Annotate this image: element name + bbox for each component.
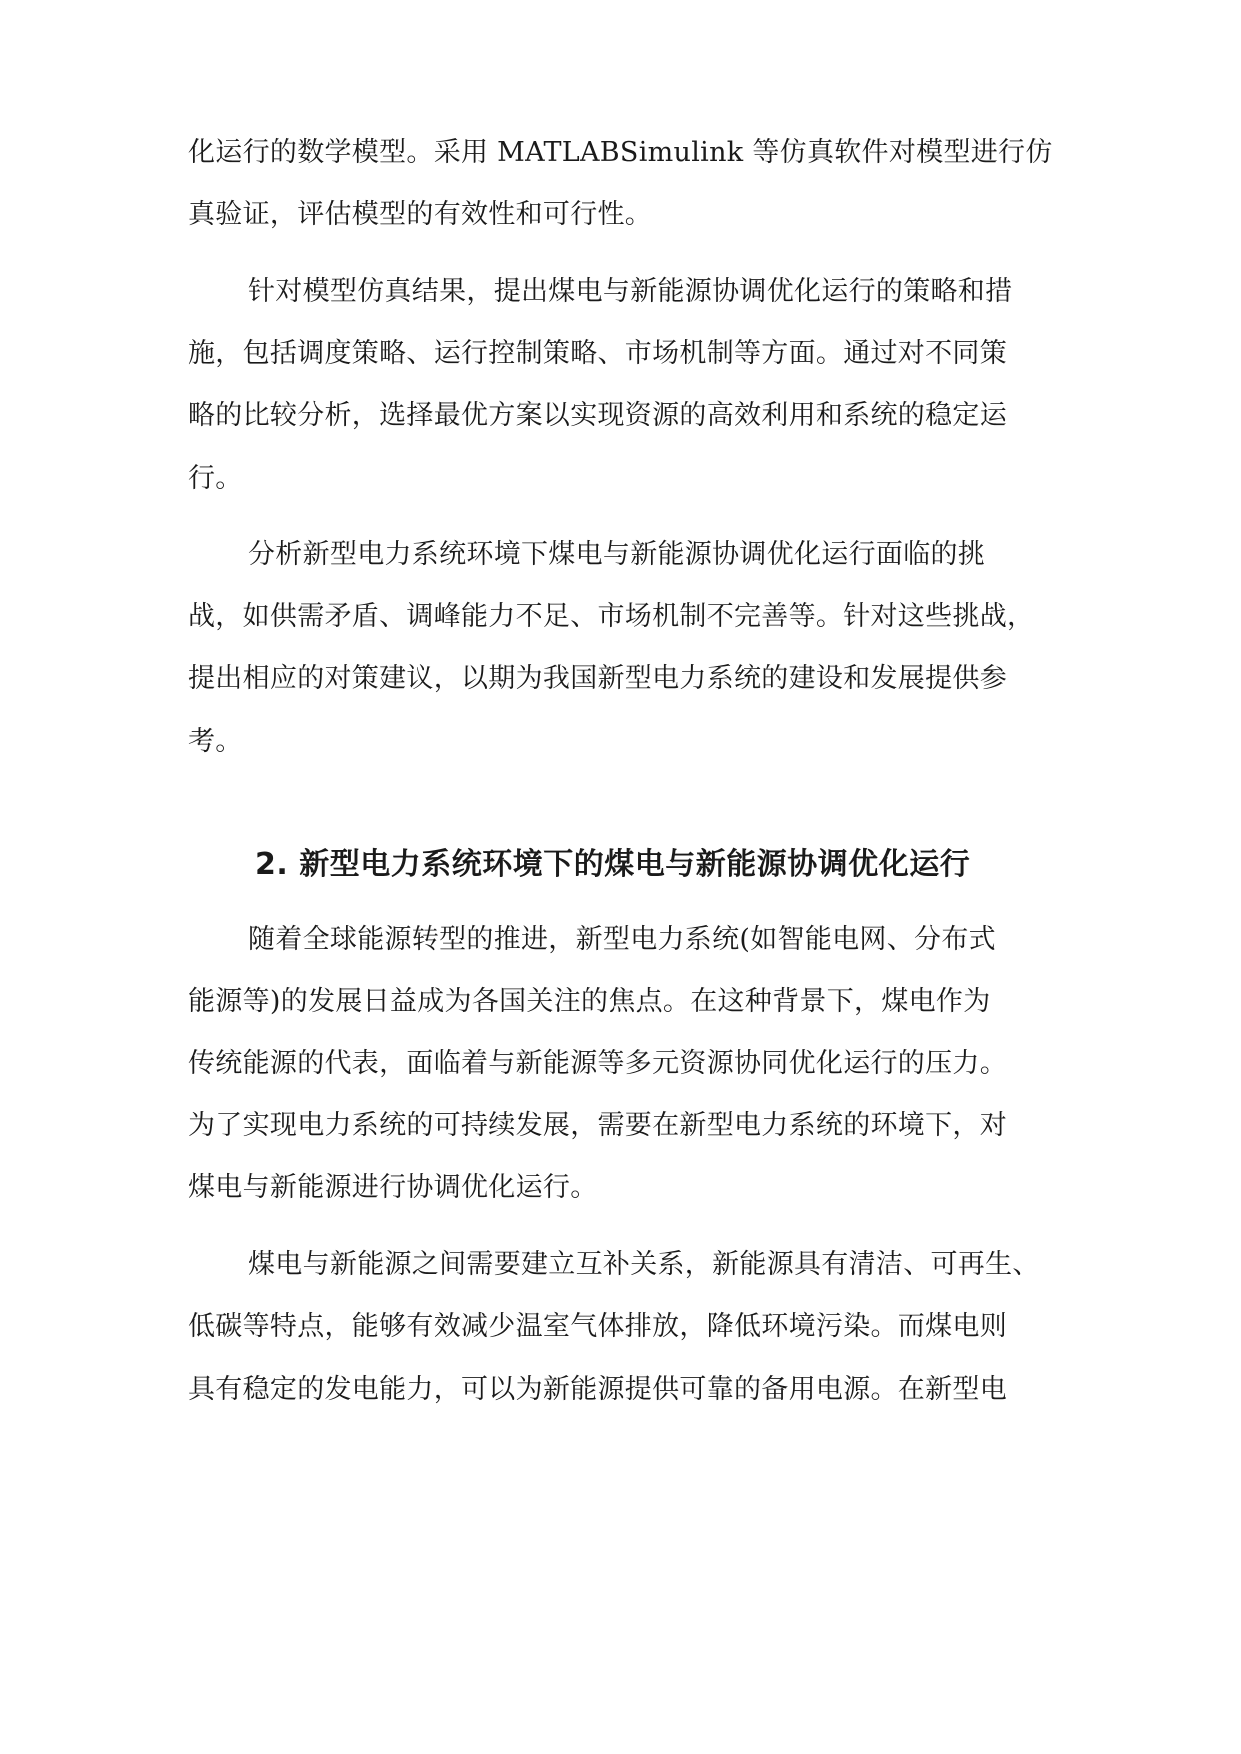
paragraph-line: 为了实现电力系统的可持续发展，需要在新型电力系统的环境下，对 (188, 1110, 1007, 1141)
paragraph-line: 分析新型电力系统环境下煤电与新能源协调优化运行面临的挑 (248, 539, 986, 570)
paragraph-line: 煤电与新能源之间需要建立互补关系，新能源具有清洁、可再生、 (248, 1249, 1040, 1280)
paragraph-line: 低碳等特点，能够有效减少温室气体排放，降低环境污染。而煤电则 (188, 1311, 1007, 1342)
paragraph-line: 施，包括调度策略、运行控制策略、市场机制等方面。通过对不同策 (188, 338, 1007, 369)
paragraph-line: 化运行的数学模型。采用 MATLABSimulink 等仿真软件对模型进行仿 (188, 137, 1053, 168)
paragraph-line: 传统能源的代表，面临着与新能源等多元资源协同优化运行的压力。 (188, 1048, 1007, 1079)
paragraph-line: 略的比较分析，选择最优方案以实现资源的高效利用和系统的稳定运 (188, 400, 1007, 431)
paragraph-line: 行。 (188, 463, 243, 494)
paragraph-line: 随着全球能源转型的推进，新型电力系统(如智能电网、分布式 (248, 924, 996, 955)
paragraph-line: 真验证，评估模型的有效性和可行性。 (188, 199, 653, 230)
paragraph-line: 具有稳定的发电能力，可以为新能源提供可靠的备用电源。在新型电 (188, 1374, 1007, 1405)
paragraph-line: 战，如供需矛盾、调峰能力不足、市场机制不完善等。针对这些挑战， (188, 601, 1035, 632)
paragraph-line: 考。 (188, 726, 243, 757)
paragraph-line: 提出相应的对策建议，以期为我国新型电力系统的建设和发展提供参 (188, 663, 1007, 694)
paragraph-line: 煤电与新能源进行协调优化运行。 (188, 1172, 598, 1203)
paragraph-line: 能源等)的发展日益成为各国关注的焦点。在这种背景下，煤电作为 (188, 986, 991, 1017)
section-heading: 2. 新型电力系统环境下的煤电与新能源协调优化运行 (255, 847, 971, 882)
paragraph-line: 针对模型仿真结果，提出煤电与新能源协调优化运行的策略和措 (248, 276, 1013, 307)
